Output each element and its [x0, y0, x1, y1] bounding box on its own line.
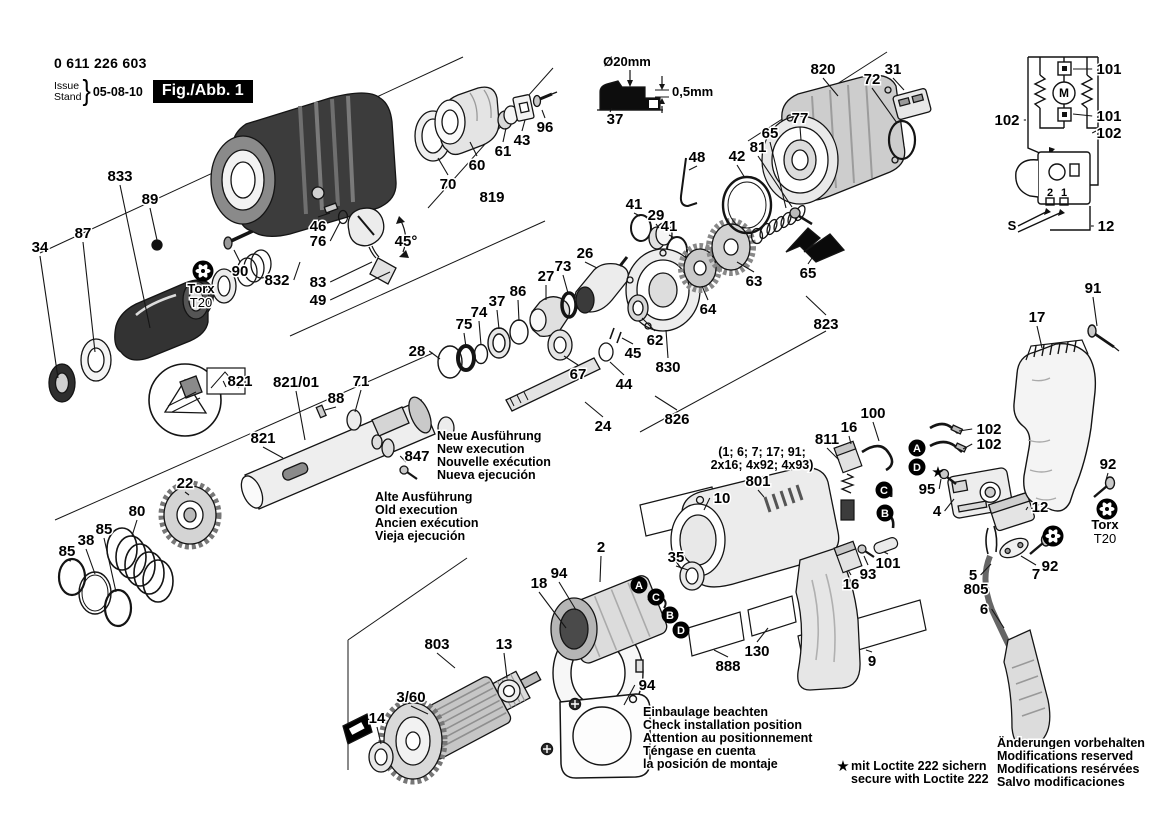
- new-execution-note: [437, 429, 551, 482]
- svg-text:Torx: Torx: [1091, 517, 1119, 532]
- svg-text:65: 65: [761, 125, 779, 142]
- part-callout-85: [59, 543, 76, 560]
- part-callout-12: [1032, 499, 1049, 516]
- svg-text:60: 60: [468, 157, 486, 174]
- svg-text:94: 94: [550, 565, 568, 582]
- part-callout-821: [227, 373, 252, 390]
- svg-text:17: 17: [1028, 309, 1046, 326]
- torx-icon: [1043, 526, 1064, 547]
- part-callout-832: [264, 272, 289, 289]
- part-callout-28: [409, 343, 426, 360]
- brace-glyph: }: [82, 74, 91, 108]
- star-marker: ★: [836, 758, 850, 775]
- torx-icon: [187, 261, 215, 311]
- part-callout-16: [843, 576, 860, 593]
- part-callout-830: [655, 359, 680, 376]
- svg-text:130: 130: [744, 643, 770, 660]
- figure-badge: Fig./Abb. 1: [153, 80, 253, 103]
- svg-text:70: 70: [439, 176, 457, 193]
- svg-text:88: 88: [327, 390, 345, 407]
- svg-text:803: 803: [424, 636, 450, 653]
- svg-text:13: 13: [495, 636, 513, 653]
- part-callout-803: [424, 636, 449, 653]
- svg-text:72: 72: [863, 71, 881, 88]
- svg-text:90: 90: [231, 263, 249, 280]
- part-callout-101: [1096, 108, 1121, 125]
- part-callout-821/01: [273, 374, 319, 391]
- svg-text:819: 819: [479, 189, 505, 206]
- svg-text:27: 27: [537, 268, 555, 285]
- svg-text:4: 4: [932, 503, 942, 520]
- detail-inset: [597, 54, 713, 128]
- svg-text:94: 94: [638, 677, 656, 694]
- svg-text:101: 101: [875, 555, 901, 572]
- svg-text:2: 2: [596, 539, 606, 556]
- part-callout-94: [551, 565, 568, 582]
- svg-text:832: 832: [264, 272, 290, 289]
- part-callout-102: [976, 436, 1001, 453]
- svg-text:81: 81: [749, 139, 767, 156]
- svg-text:Check installation position: Check installation position: [643, 718, 803, 732]
- part-callout-101: [1096, 61, 1121, 78]
- part-callout-92: [1042, 558, 1059, 575]
- part-callout-16: [841, 419, 858, 436]
- wiring-terminal-2: 2: [1046, 187, 1054, 199]
- part-callout-62: [647, 332, 664, 349]
- part-callout-71: [353, 373, 370, 390]
- svg-text:2x16; 4x92; 4x93): 2x16; 4x92; 4x93): [710, 458, 814, 472]
- svg-text:B: B: [666, 610, 674, 622]
- svg-text:833: 833: [107, 168, 133, 185]
- inset-diameter-label: Ø20mm: [603, 54, 651, 69]
- issue-stand-label: [54, 81, 81, 103]
- svg-text:801: 801: [745, 473, 771, 490]
- part-callout-18: [531, 575, 548, 592]
- part-callout-38: [78, 532, 95, 549]
- svg-text:9: 9: [867, 653, 877, 670]
- svg-text:Téngase en cuenta: Téngase en cuenta: [643, 744, 756, 758]
- letter-marker-C: [876, 482, 893, 499]
- svg-text:16: 16: [840, 419, 858, 436]
- svg-text:Änderungen vorbehalten: Änderungen vorbehalten: [997, 736, 1145, 750]
- part-callout-73: [555, 258, 572, 275]
- svg-text:830: 830: [655, 359, 681, 376]
- part-callout-67: [570, 366, 587, 383]
- svg-text:A: A: [913, 443, 921, 455]
- inset-part-ref: 37: [606, 111, 624, 128]
- svg-text:secure with Loctite 222: secure with Loctite 222: [851, 772, 989, 786]
- svg-text:C: C: [652, 592, 660, 604]
- svg-text:83: 83: [309, 274, 327, 291]
- part-callout-41: [626, 196, 643, 213]
- svg-text:85: 85: [58, 543, 76, 560]
- part-callout-96: [537, 119, 554, 136]
- svg-text:67: 67: [569, 366, 587, 383]
- inset-thickness-label: 0,5mm: [672, 84, 714, 99]
- svg-text:(1; 6; 7; 17; 91;: (1; 6; 7; 17; 91;: [718, 445, 806, 459]
- part-callout-76: [310, 233, 327, 250]
- svg-text:101: 101: [1096, 108, 1122, 125]
- svg-text:61: 61: [494, 143, 512, 160]
- svg-text:Einbaulage beachten: Einbaulage beachten: [643, 705, 769, 719]
- svg-text:826: 826: [664, 411, 690, 428]
- part-callout-22: [177, 475, 194, 492]
- part-callout-64: [700, 301, 717, 318]
- svg-text:85: 85: [95, 521, 113, 538]
- part-callout-102: [994, 112, 1019, 129]
- part-callout-85: [96, 521, 113, 538]
- svg-text:44: 44: [615, 376, 633, 393]
- part-callout-10: [714, 490, 731, 507]
- svg-text:102: 102: [976, 421, 1002, 438]
- svg-text:64: 64: [699, 301, 717, 318]
- svg-text:821: 821: [227, 373, 253, 390]
- letter-marker-A: [631, 577, 648, 594]
- svg-text:45°: 45°: [394, 233, 418, 250]
- svg-text:B: B: [881, 508, 889, 520]
- svg-text:Old execution: Old execution: [375, 503, 458, 517]
- part-callout-9: [868, 653, 876, 670]
- part-number: 0 611 226 603: [54, 55, 147, 71]
- svg-text:D: D: [913, 462, 921, 474]
- part-callout-93: [860, 566, 877, 583]
- part-callout-80: [129, 503, 146, 520]
- svg-text:92: 92: [1041, 558, 1059, 575]
- part-callout-37: [489, 293, 506, 310]
- svg-text:T20: T20: [1093, 531, 1117, 546]
- svg-text:Alte Ausführung: Alte Ausführung: [375, 490, 473, 504]
- svg-text:96: 96: [536, 119, 554, 136]
- svg-text:la posición de montaje: la posición de montaje: [643, 757, 778, 771]
- part-callout-819: [479, 189, 504, 206]
- title-block: [54, 55, 253, 106]
- modifications-note: [997, 735, 1145, 789]
- letter-marker-D: [673, 622, 690, 639]
- svg-text:Torx: Torx: [187, 281, 215, 296]
- wiring-switch-symbol: S: [1007, 218, 1017, 233]
- part-callout-45°: [395, 233, 418, 250]
- svg-text:102: 102: [1096, 125, 1122, 142]
- part-callout-888: [715, 658, 740, 675]
- svg-text:41: 41: [660, 218, 678, 235]
- svg-text:65: 65: [799, 265, 817, 282]
- torx-icon: [1091, 499, 1119, 547]
- part-callout-65: [762, 125, 779, 142]
- part-callout-95: [919, 481, 936, 498]
- part-callout-826: [664, 411, 689, 428]
- svg-text:3/60: 3/60: [396, 689, 426, 706]
- svg-text:6: 6: [979, 601, 989, 618]
- svg-text:63: 63: [745, 273, 763, 290]
- part-callout-821: [250, 430, 275, 447]
- issue-date: 05-08-10: [92, 84, 143, 99]
- svg-text:Modifications resérvées: Modifications resérvées: [997, 762, 1140, 776]
- svg-text:12: 12: [1097, 218, 1115, 235]
- svg-text:Salvo modificaciones: Salvo modificaciones: [997, 775, 1125, 789]
- part-callout-833: [107, 168, 132, 185]
- part-callout-61: [495, 143, 512, 160]
- svg-text:Ancien exécution: Ancien exécution: [375, 516, 479, 530]
- svg-text:10: 10: [713, 490, 731, 507]
- part-callout-801: [745, 473, 770, 490]
- part-callout-14: [369, 710, 386, 727]
- svg-text:86: 86: [509, 283, 527, 300]
- part-callout-41: [661, 218, 678, 235]
- letter-marker-A: [909, 440, 926, 457]
- part-callout-89: [142, 191, 159, 208]
- svg-text:46: 46: [309, 218, 327, 235]
- svg-text:43: 43: [513, 132, 531, 149]
- part-callout-27: [538, 268, 555, 285]
- svg-text:41: 41: [625, 196, 643, 213]
- svg-text:Vieja ejecución: Vieja ejecución: [375, 529, 466, 543]
- part-callout-92: [1100, 456, 1117, 473]
- svg-text:New execution: New execution: [437, 442, 525, 456]
- svg-text:102: 102: [994, 112, 1020, 129]
- wiring-schematic: [1008, 57, 1098, 233]
- stand-label: Stand: [54, 90, 82, 103]
- svg-text:75: 75: [455, 316, 473, 333]
- svg-text:102: 102: [976, 436, 1002, 453]
- part-callout-88: [328, 390, 345, 407]
- part-callout-102: [1096, 125, 1121, 142]
- svg-text:74: 74: [470, 304, 488, 321]
- part-callout-63: [746, 273, 763, 290]
- part-callout-805: [963, 581, 988, 598]
- svg-text:D: D: [677, 625, 685, 637]
- seal-rings: [438, 320, 528, 378]
- svg-text:48: 48: [688, 149, 706, 166]
- part-callout-26: [577, 245, 594, 262]
- part-callout-77: [792, 110, 809, 127]
- part-callout-13: [496, 636, 513, 653]
- part-callout-6: [980, 601, 988, 618]
- part-callout-91: [1085, 280, 1102, 297]
- issue-label: Issue: [54, 79, 80, 92]
- svg-text:888: 888: [715, 658, 741, 675]
- part-callout-70: [440, 176, 457, 193]
- svg-text:811: 811: [814, 431, 840, 448]
- letter-marker-B: [662, 607, 679, 624]
- svg-text:Modifications reserved: Modifications reserved: [997, 749, 1134, 763]
- svg-text:22: 22: [176, 475, 194, 492]
- letter-marker-B: [877, 505, 894, 522]
- svg-text:87: 87: [74, 225, 92, 242]
- svg-text:mit Loctite 222 sichern: mit Loctite 222 sichern: [851, 759, 987, 773]
- svg-text:821/01: 821/01: [273, 374, 319, 391]
- installation-note: [643, 705, 813, 771]
- part-callout-823: [813, 316, 838, 333]
- part-callout-45: [625, 345, 642, 362]
- part-callout-820: [810, 61, 835, 78]
- svg-text:820: 820: [810, 61, 836, 78]
- part-callout-48: [689, 149, 706, 166]
- svg-text:C: C: [880, 485, 888, 497]
- svg-text:49: 49: [309, 292, 327, 309]
- svg-text:24: 24: [594, 418, 612, 435]
- letter-marker-D: [909, 459, 926, 476]
- svg-text:91: 91: [1084, 280, 1102, 297]
- part-callout-87: [75, 225, 92, 242]
- svg-text:821: 821: [250, 430, 276, 447]
- wiring-terminal-1: 1: [1060, 187, 1068, 199]
- part-callout-74: [471, 304, 488, 321]
- part-callout-3/60: [396, 689, 425, 706]
- kit-contents-note: [711, 445, 814, 472]
- part-callout-49: [310, 292, 327, 309]
- svg-text:38: 38: [77, 532, 95, 549]
- part-callout-847: [404, 448, 429, 465]
- letter-marker-C: [648, 589, 665, 606]
- part-callout-44: [616, 376, 633, 393]
- svg-text:62: 62: [646, 332, 664, 349]
- svg-text:101: 101: [1096, 61, 1122, 78]
- svg-text:Attention au positionnement: Attention au positionnement: [643, 731, 813, 745]
- part-callout-83: [310, 274, 327, 291]
- svg-text:93: 93: [859, 566, 877, 583]
- part-callout-24: [595, 418, 612, 435]
- wiring-motor-label: M: [1059, 86, 1069, 100]
- svg-text:35: 35: [667, 549, 685, 566]
- svg-text:18: 18: [530, 575, 548, 592]
- svg-text:29: 29: [647, 207, 665, 224]
- svg-text:73: 73: [554, 258, 572, 275]
- svg-text:Nueva ejecución: Nueva ejecución: [437, 468, 536, 482]
- svg-text:7: 7: [1031, 566, 1041, 583]
- svg-text:12: 12: [1031, 499, 1049, 516]
- part-callout-72: [864, 71, 881, 88]
- stator-parts: [551, 573, 669, 665]
- part-callout-42: [729, 148, 746, 165]
- svg-text:Nouvelle exécution: Nouvelle exécution: [437, 455, 551, 469]
- loctite-note: [851, 759, 989, 786]
- svg-text:Neue Ausführung: Neue Ausführung: [437, 429, 542, 443]
- part-callout-60: [469, 157, 486, 174]
- part-callout-100: [860, 405, 885, 422]
- part-callout-811: [815, 431, 839, 448]
- svg-text:805: 805: [963, 581, 989, 598]
- svg-text:76: 76: [309, 233, 327, 250]
- svg-text:28: 28: [408, 343, 426, 360]
- part-callout-34: [32, 239, 49, 256]
- svg-text:T20: T20: [189, 295, 213, 310]
- part-callout-35: [668, 549, 685, 566]
- svg-text:95: 95: [918, 481, 936, 498]
- svg-text:45: 45: [624, 345, 642, 362]
- svg-text:16: 16: [842, 576, 860, 593]
- svg-text:92: 92: [1099, 456, 1117, 473]
- svg-text:89: 89: [141, 191, 159, 208]
- part-callout-86: [510, 283, 527, 300]
- svg-text:31: 31: [884, 61, 902, 78]
- part-callout-90: [232, 263, 249, 280]
- part-callout-43: [514, 132, 531, 149]
- svg-text:34: 34: [31, 239, 49, 256]
- svg-text:71: 71: [352, 373, 370, 390]
- svg-text:5: 5: [968, 567, 978, 584]
- svg-text:100: 100: [860, 405, 886, 422]
- svg-text:77: 77: [791, 110, 809, 127]
- svg-text:14: 14: [368, 710, 386, 727]
- svg-text:A: A: [635, 580, 643, 592]
- svg-text:823: 823: [813, 316, 839, 333]
- svg-text:42: 42: [728, 148, 746, 165]
- part-callout-65: [800, 265, 817, 282]
- part-callout-130: [744, 643, 769, 660]
- svg-text:80: 80: [128, 503, 146, 520]
- old-execution-note: [375, 490, 479, 543]
- part-callout-7: [1032, 566, 1040, 583]
- part-callout-31: [885, 61, 902, 78]
- svg-text:26: 26: [576, 245, 594, 262]
- part-callout-2: [597, 539, 605, 556]
- part-callout-4: [933, 503, 942, 520]
- part-callout-94: [639, 677, 656, 694]
- part-callout-101: [875, 555, 900, 572]
- svg-text:37: 37: [488, 293, 506, 310]
- part-callout-12: [1098, 218, 1115, 235]
- star-marker: ★: [931, 464, 945, 481]
- svg-text:847: 847: [404, 448, 430, 465]
- part-callout-17: [1029, 309, 1046, 326]
